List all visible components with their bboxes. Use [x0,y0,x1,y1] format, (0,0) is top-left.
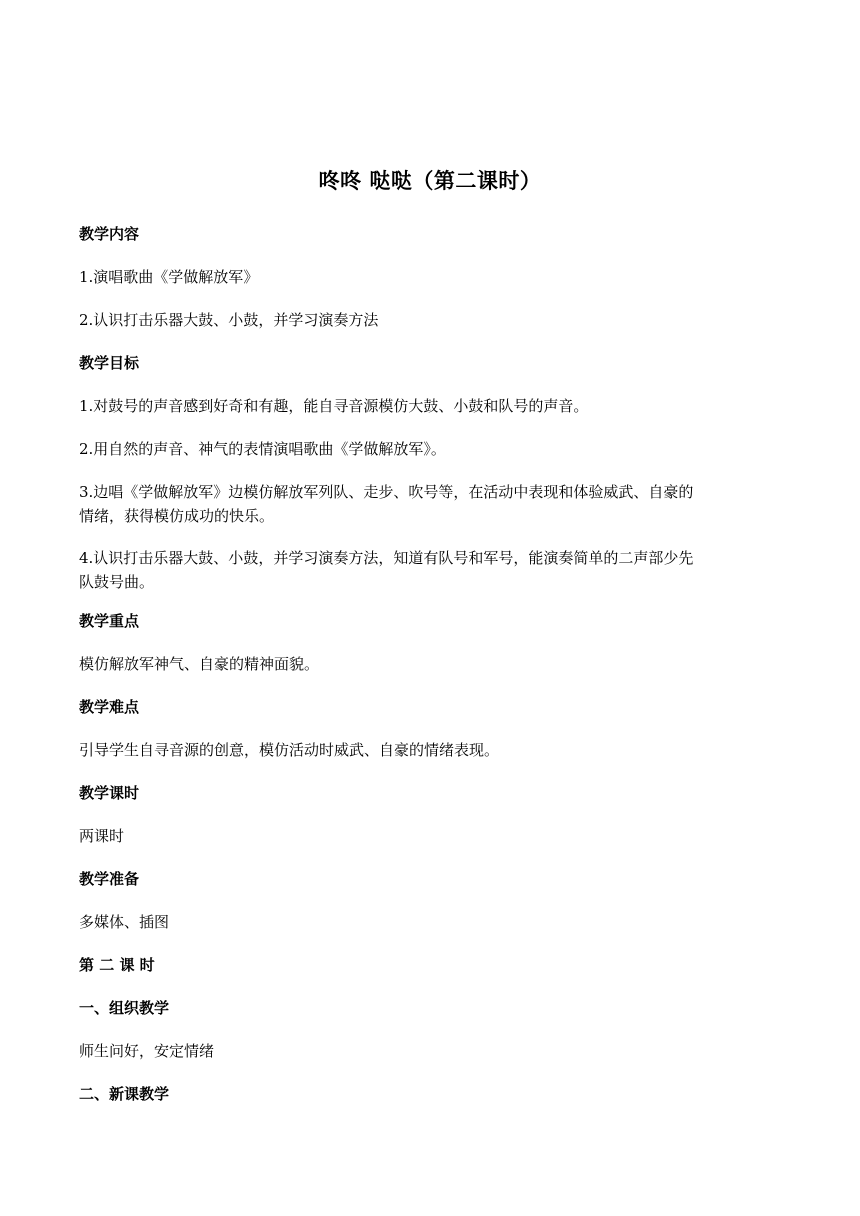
lesson-heading: 第 二 课 时 [79,956,155,974]
step-1-heading: 一、组织教学 [79,999,170,1017]
goal-item-3-line-1: 3.边唱《学做解放军》边模仿解放军列队、走步、吹号等，在活动中表现和体验威武、自豪的 [79,483,694,501]
content-item-1: 1.演唱歌曲《学做解放军》 [79,268,259,286]
section-heading-preparation: 教学准备 [79,870,140,888]
section-heading-hours: 教学课时 [79,784,140,802]
section-heading-difficulties: 教学难点 [79,698,140,716]
goal-item-3-line-2: 情绪，获得模仿成功的快乐。 [79,507,275,525]
step-2-heading: 二、新课教学 [79,1085,170,1103]
preparation-text: 多媒体、插图 [79,913,170,931]
section-heading-key-points: 教学重点 [79,612,140,630]
hours-text: 两课时 [79,827,125,845]
section-heading-content: 教学内容 [79,225,140,243]
goal-item-4-line-1: 4.认识打击乐器大鼓、小鼓，并学习演奏方法，知道有队号和军号，能演奏简单的二声部少先 [79,549,694,567]
goal-item-2: 2.用自然的声音、神气的表情演唱歌曲《学做解放军》。 [79,440,446,458]
content-item-2: 2.认识打击乐器大鼓、小鼓，并学习演奏方法 [79,311,379,329]
goal-item-1: 1.对鼓号的声音感到好奇和有趣，能自寻音源模仿大鼓、小鼓和队号的声音。 [79,397,589,415]
goal-item-4-line-2: 队鼓号曲。 [79,573,155,591]
section-heading-goals: 教学目标 [79,354,140,372]
difficulties-text: 引导学生自寻音源的创意，模仿活动时威武、自豪的情绪表现。 [79,741,500,759]
key-points-text: 模仿解放军神气、自豪的精神面貌。 [79,655,320,673]
step-1-text: 师生问好，安定情绪 [79,1042,215,1060]
document-title: 咚咚 哒哒（第二课时） [318,168,542,193]
